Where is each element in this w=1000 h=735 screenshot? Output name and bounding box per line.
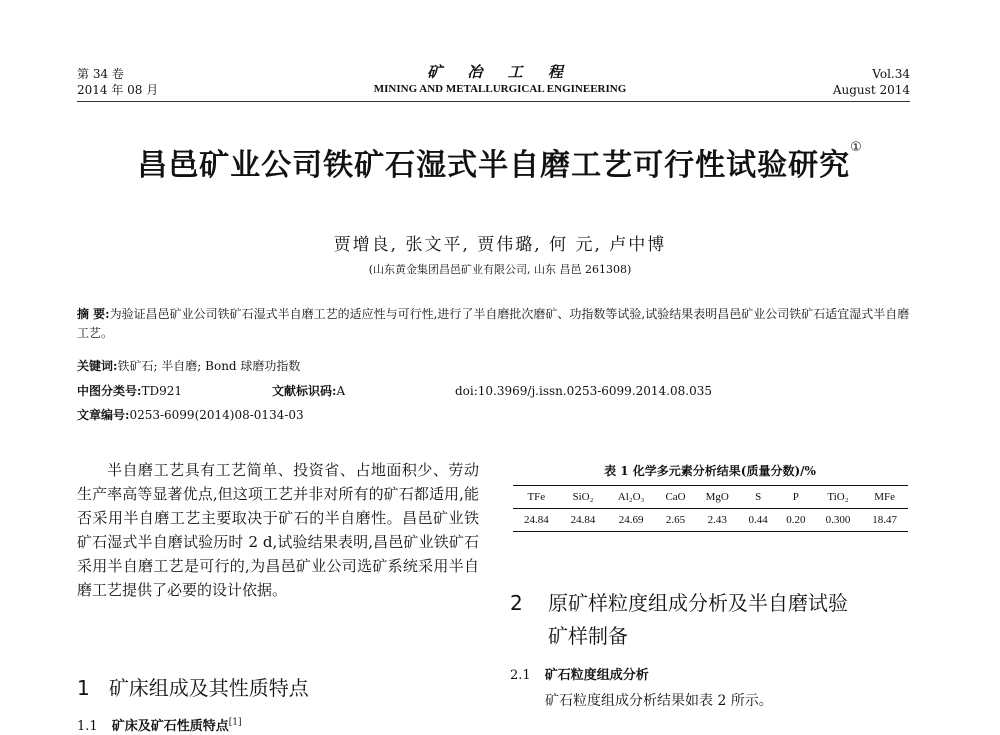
table-1-caption: 表 1 化学多元素分析结果(质量分数)/% (604, 464, 816, 478)
header-volume-right (833, 66, 910, 98)
table-header-cell: SiO₂ (572, 491, 594, 503)
abstract (77, 305, 912, 343)
table-header-row (513, 486, 908, 509)
section-2-1-number: 2.1 (510, 668, 531, 683)
table-header-cell: MgO (705, 491, 729, 503)
section-1-number: 1 (77, 676, 90, 700)
section-2-title-line1: 原矿样粒度组成分析及半自磨试验 (548, 591, 848, 615)
paper-title (0, 140, 1000, 184)
volume-en: Vol.34 (872, 67, 910, 81)
classification (77, 383, 182, 399)
table-header-cell: S (755, 491, 762, 503)
table-1 (513, 485, 908, 532)
table-cell: 24.84 (523, 514, 549, 526)
table-cell: 0.300 (825, 514, 851, 526)
doc-code-value: A (336, 384, 346, 398)
table-cell: 2.43 (707, 514, 727, 526)
keywords-label: 关键词: (77, 359, 118, 373)
authors: 贾增良, 张文平, 贾伟璐, 何 元, 卢中博 (333, 235, 667, 255)
section-1-heading (77, 672, 309, 701)
doi: doi:10.3969/j.issn.0253-6099.2014.08.035 (455, 384, 712, 398)
table-header-cell: TFe (527, 491, 546, 503)
section-1-title: 矿床组成及其性质特点 (108, 676, 309, 700)
table-cell: 24.84 (570, 514, 596, 526)
header-rule (77, 101, 910, 102)
section-1-1-title: 矿床及矿石性质特点 (111, 719, 229, 734)
section-2-1-title: 矿石粒度组成分析 (544, 668, 649, 683)
journal-name-cn: 矿 冶 工 程 (427, 63, 573, 81)
volume-cn: 第 34 卷 (77, 67, 124, 81)
journal-name-en: MINING AND METALLURGICAL ENGINEERING (373, 83, 627, 95)
table-cell: 2.65 (665, 514, 686, 526)
table-cell: 24.69 (618, 514, 644, 526)
affiliation: (山东黄金集团昌邑矿业有限公司, 山东 昌邑 261308) (368, 263, 632, 276)
date-cn: 2014 年 08 月 (77, 83, 159, 97)
section-2-1-text: 矿石粒度组成分析结果如表 2 所示。 (545, 693, 773, 709)
keywords-text: 铁矿石; 半自磨; Bond 球磨功指数 (117, 359, 301, 373)
section-1-1-number: 1.1 (77, 719, 98, 734)
article-number (77, 407, 304, 423)
table-header-cell: Al₂O₃ (617, 491, 645, 503)
table-header-cell: MFe (874, 491, 896, 503)
table-header-cell: CaO (665, 491, 686, 503)
abstract-label: 摘 要: (77, 307, 110, 321)
date-en: August 2014 (832, 83, 910, 97)
doc-code-label: 文献标识码: (272, 384, 337, 398)
section-2-heading (510, 587, 915, 653)
section-1-1-ref: [1] (228, 717, 242, 728)
table-cell: 18.47 (872, 514, 898, 526)
doc-code (272, 383, 345, 399)
title-footnote-mark: ① (850, 140, 863, 155)
intro-paragraph: 半自磨工艺具有工艺简单、投资省、占地面积少、劳动生产率高等显著优点,但这项工艺并非对所有的矿石都适用,能否采用半自磨工艺主要取决于矿石的半自磨性。昌邑矿业铁矿石湿式半自磨试验历时 2 d,试验结果表明,昌邑矿业铁矿石采用半自磨工艺是可行的,为昌邑矿业公司选矿系统采用半自磨工艺提供了必要的设计依据。 (77, 461, 479, 599)
table-header-cell: P (792, 491, 799, 503)
table-header-cell: TiO₂ (827, 491, 849, 503)
section-2-title-line2: 矿样制备 (548, 624, 628, 648)
article-number-value: 0253-6099(2014)08-0134-03 (129, 408, 304, 422)
keywords (77, 358, 300, 374)
section-2-1-heading (510, 664, 649, 683)
table-row (513, 509, 908, 532)
section-2-number: 2 (510, 591, 523, 615)
article-number-label: 文章编号: (77, 408, 130, 422)
classification-value: TD921 (141, 384, 182, 398)
table-cell: 0.20 (786, 514, 806, 526)
classification-label: 中图分类号: (77, 384, 142, 398)
section-1-1-heading (77, 715, 241, 734)
abstract-text: 为验证昌邑矿业公司铁矿石湿式半自磨工艺的适应性与可行性,进行了半自磨批次磨矿、功指数等试验,试验结果表明昌邑矿业公司铁矿石适宜湿式半自磨工艺。 (77, 307, 910, 340)
table-cell: 0.44 (748, 514, 768, 526)
title-text: 昌邑矿业公司铁矿石湿式半自磨工艺可行性试验研究 (137, 148, 851, 183)
